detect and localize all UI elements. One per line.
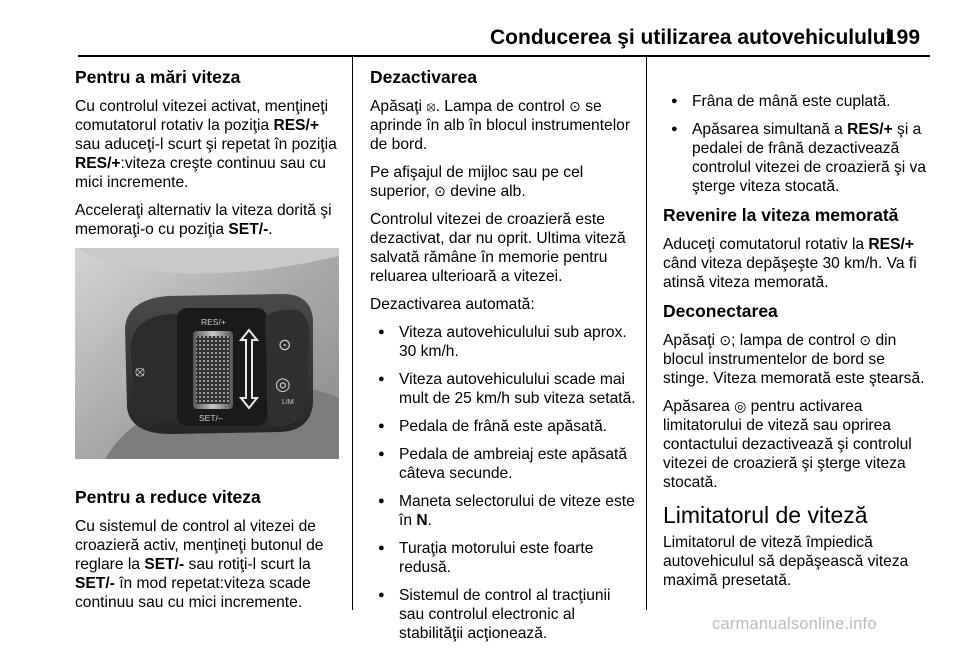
text-run: şi a pedalei de frână dezactivează controlul vitezei de croazieră şi va şterge viteza stocată. [692, 121, 927, 195]
set-label: SET/– [199, 413, 223, 423]
control-icon: ⊙ [434, 183, 446, 199]
header-title: Conducerea şi utilizarea autovehiculului [490, 26, 892, 49]
paragraph [75, 201, 343, 239]
bold-term: RES/+ [847, 121, 893, 138]
list-item [370, 370, 636, 408]
column-1 [75, 67, 343, 621]
page-number: 199 [885, 26, 921, 49]
heading-disconnect: Deconectarea [663, 301, 778, 321]
list-item [370, 492, 636, 530]
watermark: carmanualsonline.info [712, 615, 877, 633]
text-run: Acceleraţi alternativ la viteza dorită şi memoraţi-o cu poziţia [75, 202, 332, 238]
header-rule [78, 55, 930, 57]
text-run: Maneta selectorului de viteze este în [399, 493, 635, 529]
text-run: Apăsarea [663, 398, 735, 415]
control-icon: ⊙ [719, 332, 732, 348]
text-run: . Lampa de control [435, 98, 570, 115]
text-run: Cu controlul vitezei activat, menţineţi comutatorul rotativ la poziţia [75, 98, 329, 134]
paragraph [370, 97, 636, 154]
bold-term: SET/- [144, 556, 185, 573]
paragraph: Controlul vitezei de croazieră este dezactivat, dar nu oprit. Ultima viteză salvată rămâne în memorie pentru reluarea ulterioară a vitezei. [370, 211, 626, 285]
text-run: când viteza depăşeşte 30 km/h. Va fi atinsă viteza memorată. [663, 255, 917, 291]
heading-reduce-speed: Pentru a reduce viteza [75, 487, 261, 507]
heading-speed-limiter: Limitatorul de viteză [663, 502, 868, 528]
column-2 [370, 67, 636, 652]
bold-term: RES/+ [75, 155, 121, 172]
text-run: Pedala de frână este apăsată. [399, 418, 608, 435]
text-run: Frâna de mână este cuplată. [692, 93, 891, 110]
cruise-on-icon: ⊙ [278, 335, 292, 354]
list-item [370, 586, 636, 643]
text-run: . [427, 512, 432, 529]
list-item [370, 539, 636, 577]
heading-deactivation: Dezactivarea [370, 67, 478, 87]
text-run: Apăsaţi [663, 332, 720, 349]
text-run: ; lampa de control [731, 332, 860, 349]
control-icon: ◎ [734, 398, 747, 414]
heading-return-speed: Revenire la viteza memorată [663, 205, 899, 225]
text-run: devine alb. [445, 183, 526, 200]
text-run: Viteza autovehiculului scade mai mult de 25 km/h sub viteza setată. [399, 371, 636, 407]
list-item [370, 445, 636, 483]
heading-increase-speed: Pentru a mări viteza [75, 67, 241, 87]
bold-term: RES/+ [273, 117, 319, 134]
control-icon: ⊙ [569, 98, 581, 114]
text-run: Pedala de ambreiaj este apăsată câteva secunde. [399, 446, 627, 482]
paragraph [663, 331, 931, 388]
text-run: Sistemul de control al tracţiunii sau controlul electronic al stabilităţii acţionează. [399, 587, 611, 642]
res-label: RES/+ [201, 317, 226, 327]
control-icon: ⦻ [426, 98, 436, 114]
list-item [370, 323, 636, 361]
steering-wheel-controls-photo [75, 248, 339, 459]
text-run: sau rotiţi-l scurt la [184, 556, 311, 573]
text-run: se aprinde în alb în blocul instrumentelor de bord. [370, 98, 631, 153]
paragraph: Limitatorul de viteză împiedică autovehiculul să depăşească viteza maximă presetată. [663, 534, 909, 589]
paragraph: Dezactivarea automată: [370, 296, 535, 313]
text-run: sau aduceţi-l scurt şi repetat în poziţia [75, 136, 337, 153]
paragraph [75, 97, 343, 192]
bullet-list [663, 92, 931, 196]
lim-label: LIM [282, 399, 294, 406]
control-icon: ⊙ [859, 332, 872, 348]
column-3 [663, 92, 931, 599]
text-run: . [268, 221, 273, 238]
text-run: în mod repetat:viteza scade continuu sau cu mici incremente. [75, 575, 311, 611]
text-run: Viteza autovehiculului sub aprox. 30 km/h. [399, 324, 627, 360]
bold-term: RES/+ [868, 236, 914, 253]
bold-term: N [416, 512, 428, 529]
text-run: Turaţia motorului este foarte redusă. [399, 540, 594, 576]
column-divider [352, 57, 353, 610]
text-run: din blocul instrumentelor de bord se stinge. Viteza memorată este ştearsă. [663, 332, 925, 387]
text-run: Aduceţi comutatorul rotativ la [663, 236, 869, 253]
list-item [663, 120, 931, 196]
paragraph [663, 235, 931, 292]
cruise-off-icon: ⦻ [135, 362, 145, 380]
text-run: Apăsaţi [370, 98, 427, 115]
list-item [370, 417, 636, 436]
text-run: pentru activarea limitatorului de viteză sau oprirea contactului dezactivează şi controlul vitezei de croazieră şi şterge viteza stocată. [663, 398, 912, 491]
text-run: Pe afişajul de mijloc sau pe cel superior, [370, 164, 584, 200]
paragraph [370, 163, 636, 201]
auto-deactivation-list [370, 323, 636, 643]
column-divider [646, 57, 647, 610]
paragraph [663, 397, 931, 492]
list-item [663, 92, 931, 111]
text-run: Apăsarea simultană a [692, 121, 848, 138]
bold-term: SET/- [75, 575, 115, 592]
bold-term: SET/- [228, 221, 269, 238]
text-run: Cu sistemul de control al vitezei de croazieră activ, menţineţi butonul de reglare la [75, 518, 324, 573]
limiter-icon: ◎ [275, 374, 291, 395]
text-run: :viteza creşte continuu sau cu mici incremente. [75, 155, 326, 191]
paragraph [75, 517, 343, 612]
